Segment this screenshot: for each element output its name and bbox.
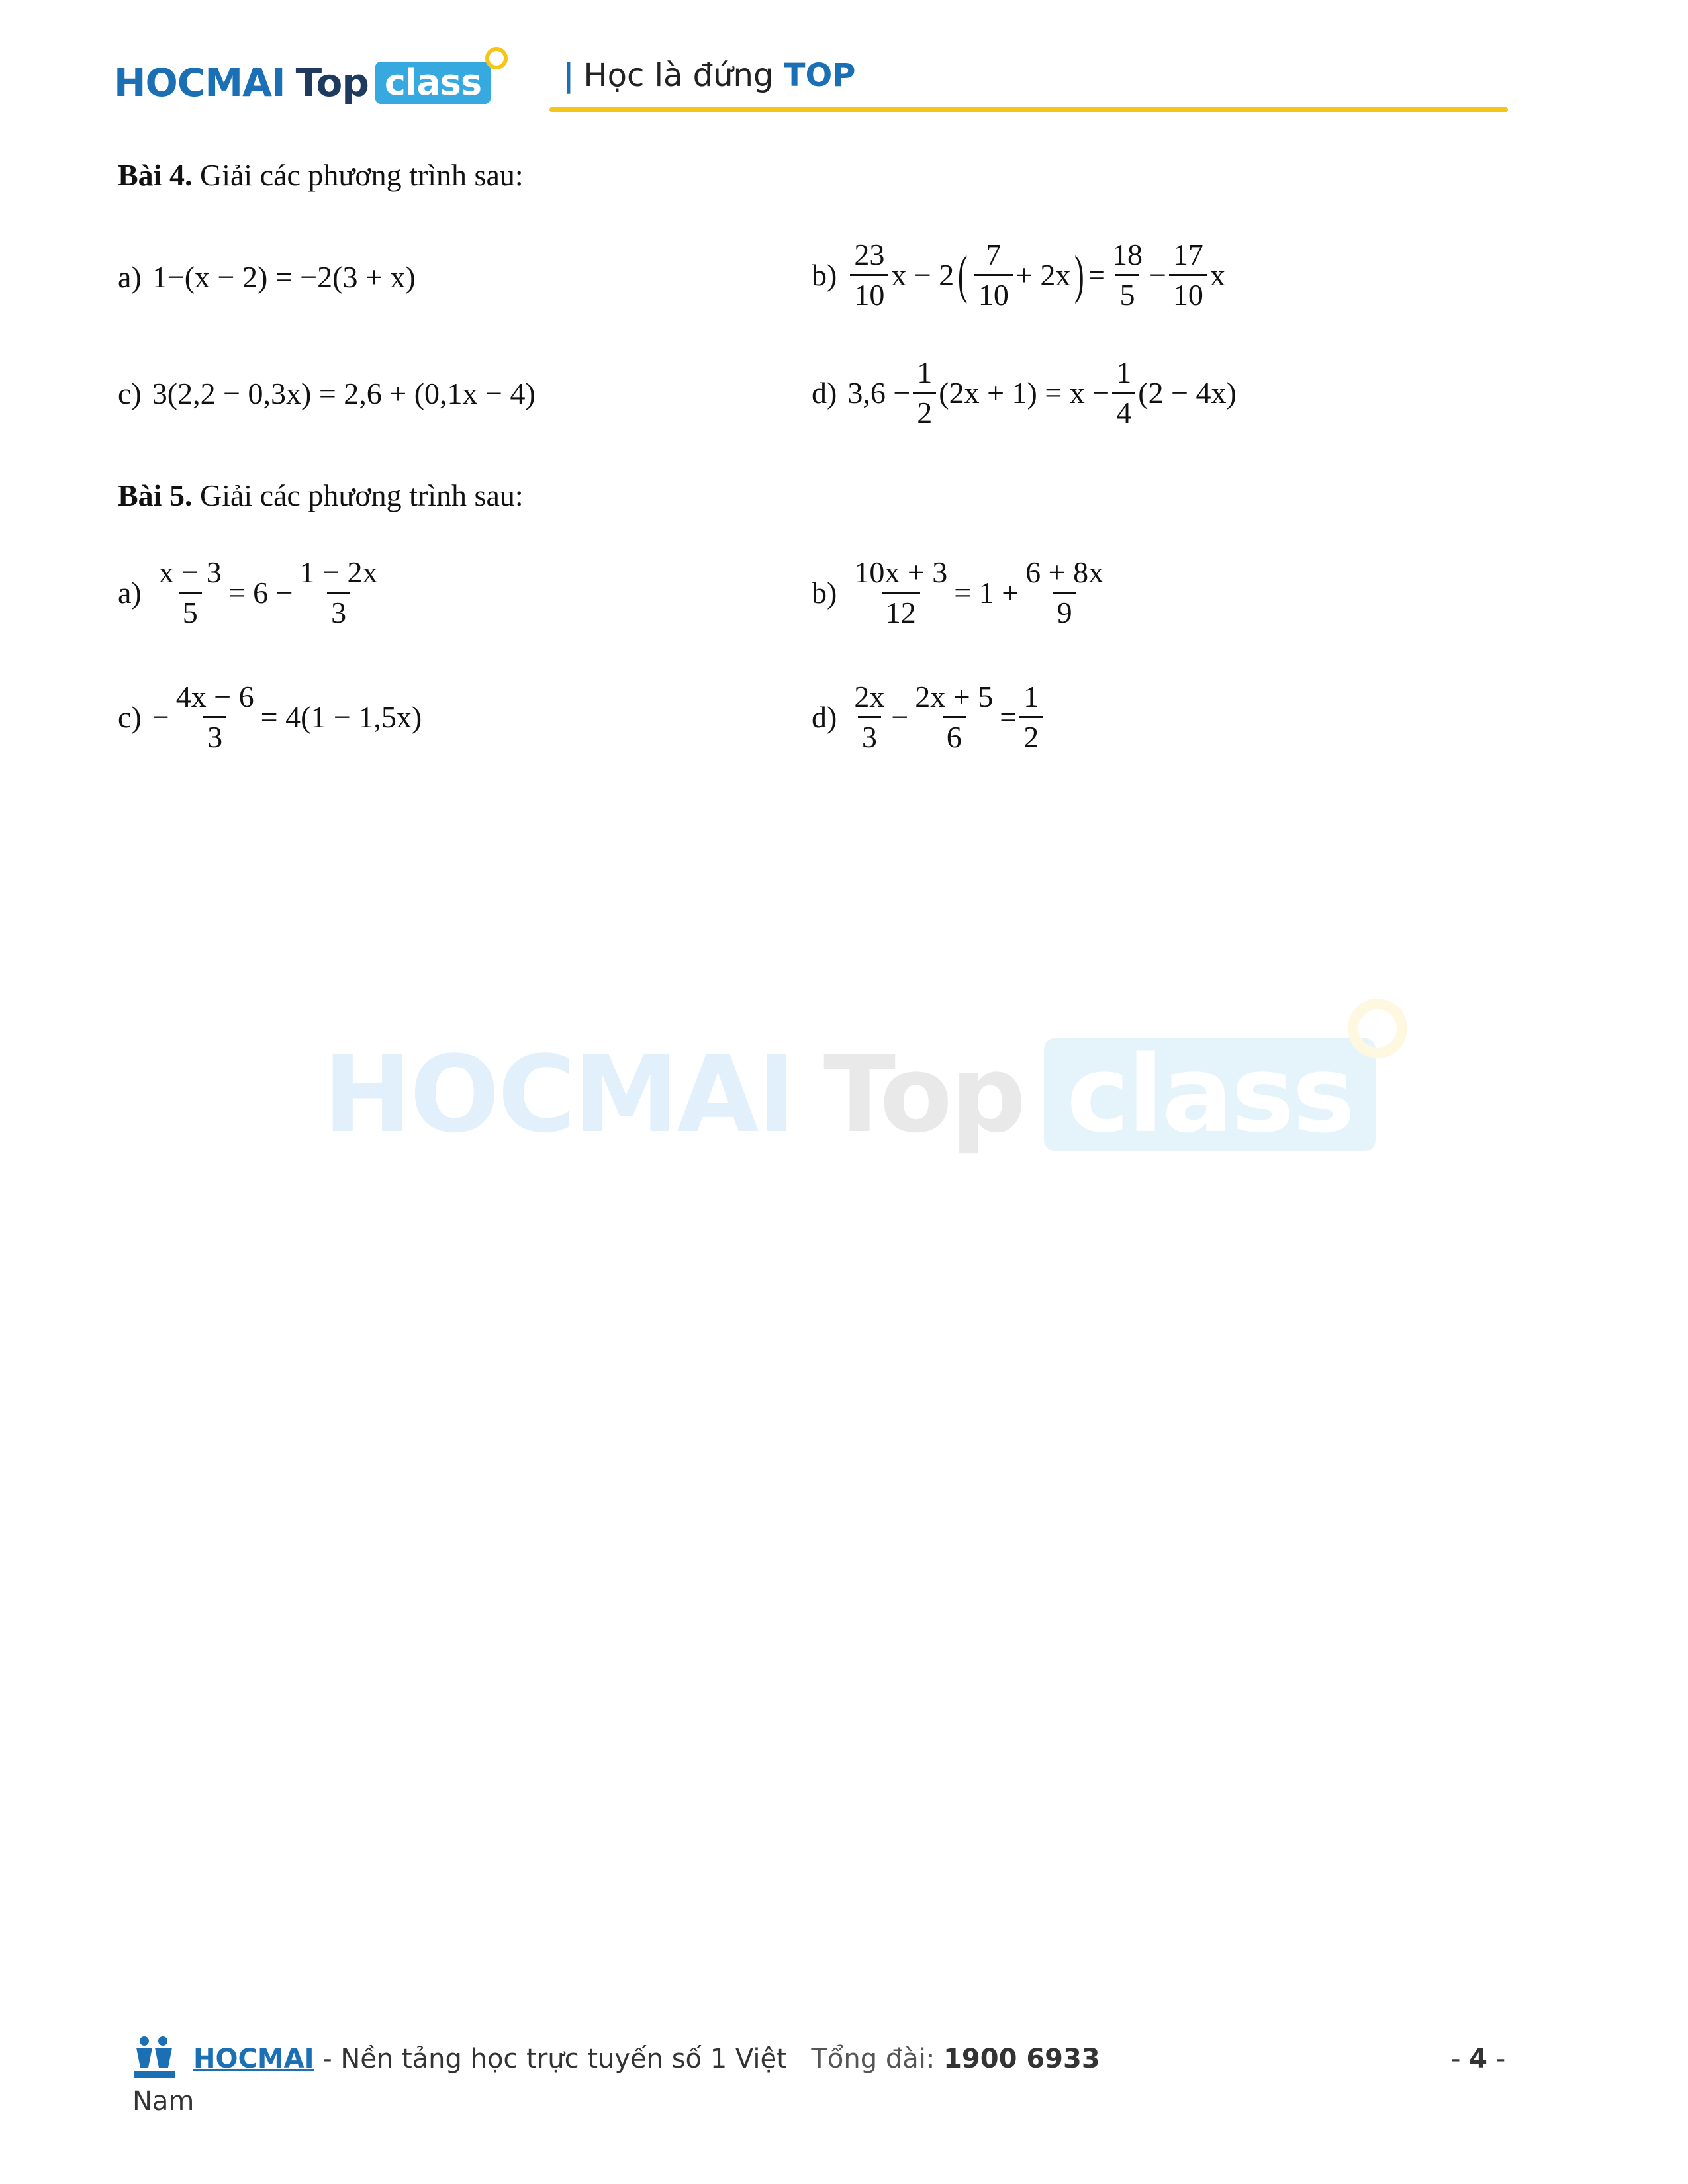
tagline-top: TOP (783, 57, 856, 94)
bai4-d-term2: (2x + 1) = x − (939, 376, 1110, 410)
numerator: 1 (1116, 355, 1132, 389)
bai4-b-label: b) (812, 258, 837, 292)
bai5-heading (118, 478, 524, 513)
numerator: 23 (854, 238, 885, 271)
bai4-b-equals: = (1088, 258, 1105, 292)
bai4-c-label: c) (118, 377, 142, 410)
paren-left: ( (958, 246, 968, 304)
bai4-b (812, 240, 1225, 310)
bai4-d-term3: (2 − 4x) (1138, 376, 1237, 410)
page-number-suffix: - (1487, 2044, 1506, 2074)
bai5-d-minus: − (891, 700, 909, 734)
footer-line2: Nam (132, 2086, 195, 2116)
numerator: 10x + 3 (854, 555, 948, 589)
denominator: 3 (327, 592, 350, 628)
watermark-class: class (1066, 1032, 1354, 1156)
denominator: 6 (943, 716, 966, 752)
gear-icon (485, 47, 508, 69)
bai4-d (812, 357, 1237, 428)
numerator: 1 (1023, 680, 1039, 713)
bai5-d-frac2 (911, 682, 997, 752)
paren-right: ) (1074, 246, 1085, 304)
bai5-d-equals: = (1000, 700, 1017, 734)
bai5-d-label: d) (812, 700, 837, 734)
bai5-instruction: Giải các phương trình sau: (199, 478, 524, 512)
bai4-b-frac4 (1169, 240, 1207, 310)
numerator: 6 + 8x (1025, 555, 1104, 589)
denominator: 4 (1112, 392, 1135, 428)
numerator: 18 (1111, 238, 1143, 271)
bai4-c-expr: 3(2,2 − 0,3x) = 2,6 + (0,1x − 4) (152, 377, 536, 410)
bai5-d (812, 682, 1045, 752)
denominator: 10 (850, 274, 888, 310)
numerator: 2x (854, 680, 885, 713)
hocmai-topclass-logo (114, 53, 491, 113)
hocmai-people-icon (132, 2034, 176, 2081)
bai5-b-frac1 (850, 557, 951, 628)
footer-brand-link[interactable]: HOCMAI (193, 2044, 314, 2074)
bai4-a (118, 259, 416, 295)
page-number-value: 4 (1469, 2044, 1487, 2074)
denominator: 10 (974, 274, 1013, 310)
denominator: 5 (1115, 274, 1139, 310)
bai4-a-label: a) (118, 260, 142, 294)
bai5-c-term1: = 4(1 − 1,5x) (260, 700, 422, 734)
numerator: 4x − 6 (175, 680, 254, 713)
bai4-d-label: d) (812, 376, 837, 410)
header-tagline (563, 57, 855, 94)
watermark-top: Top (823, 1032, 1025, 1156)
bai4-instruction: Giải các phương trình sau: (199, 158, 524, 192)
page-number-prefix: - (1451, 2044, 1470, 2074)
numerator: 2x + 5 (915, 680, 994, 713)
footer-line (193, 2044, 1100, 2074)
page-number (1451, 2044, 1505, 2074)
denominator: 3 (203, 716, 226, 752)
numerator: 17 (1172, 238, 1203, 271)
denominator: 5 (179, 592, 202, 628)
bai5-number: Bài 5. (118, 478, 193, 512)
watermark-class-badge (1044, 1032, 1376, 1156)
numerator: 7 (986, 238, 1002, 271)
logo-top: Top (295, 60, 369, 105)
footer-tagline: - Nền tảng học trực tuyến số 1 Việt (314, 2044, 787, 2074)
denominator: 10 (1169, 274, 1207, 310)
logo-hocmai: HOCMAI (114, 60, 285, 105)
bai4-d-frac1 (913, 357, 936, 428)
tagline-divider: | (563, 57, 575, 94)
bai4-heading (118, 158, 524, 193)
bai4-c (118, 376, 536, 411)
watermark-gear-icon (1348, 999, 1407, 1058)
denominator: 2 (913, 392, 936, 428)
bai4-b-frac2 (974, 240, 1013, 310)
bai5-a-frac2 (296, 557, 382, 628)
bai5-c-label: c) (118, 700, 142, 734)
bai5-d-frac3 (1019, 682, 1043, 752)
watermark-hocmai: HOCMAI (323, 1032, 794, 1156)
bai4-b-frac1 (850, 240, 888, 310)
bai5-c (118, 682, 422, 752)
bai5-a-label: a) (118, 576, 142, 610)
bai5-b-label: b) (812, 576, 837, 610)
bai4-d-frac2 (1112, 357, 1135, 428)
footer-hotline-label: Tổng đài: (811, 2044, 935, 2074)
bai5-a-term1: = 6 − (228, 576, 293, 610)
bai4-b-frac3 (1108, 240, 1147, 310)
bai5-c-minus: − (152, 700, 169, 734)
bai5-b-term1: = 1 + (954, 576, 1019, 610)
bai5-b (812, 557, 1110, 628)
header-underline (549, 107, 1508, 112)
bai4-d-term1: 3,6 − (847, 376, 911, 410)
bai4-b-minus: − (1149, 258, 1166, 292)
footer-hotline-number: 1900 6933 (943, 2044, 1100, 2074)
tagline-text: Học là đứng (583, 57, 774, 94)
numerator: x − 3 (158, 555, 222, 589)
numerator: 1 (917, 355, 933, 389)
bai5-a-frac1 (155, 557, 226, 628)
logo-class-badge (375, 62, 491, 104)
bai4-b-x: x (1209, 258, 1225, 292)
denominator: 9 (1053, 592, 1076, 628)
numerator: 1 − 2x (299, 555, 378, 589)
bai4-b-term2: + 2x (1015, 258, 1071, 292)
bai5-b-frac2 (1021, 557, 1107, 628)
denominator: 12 (882, 592, 920, 628)
watermark-logo (323, 1032, 1376, 1156)
bai4-b-term1: x − 2 (891, 258, 955, 292)
logo-class: class (384, 62, 482, 103)
bai5-c-frac1 (172, 682, 258, 752)
bai4-number: Bài 4. (118, 158, 193, 192)
bai4-a-expr: 1−(x − 2) = −2(3 + x) (152, 260, 416, 294)
bai5-a (118, 557, 385, 628)
bai5-d-frac1 (850, 682, 888, 752)
denominator: 2 (1019, 716, 1043, 752)
denominator: 3 (858, 716, 881, 752)
